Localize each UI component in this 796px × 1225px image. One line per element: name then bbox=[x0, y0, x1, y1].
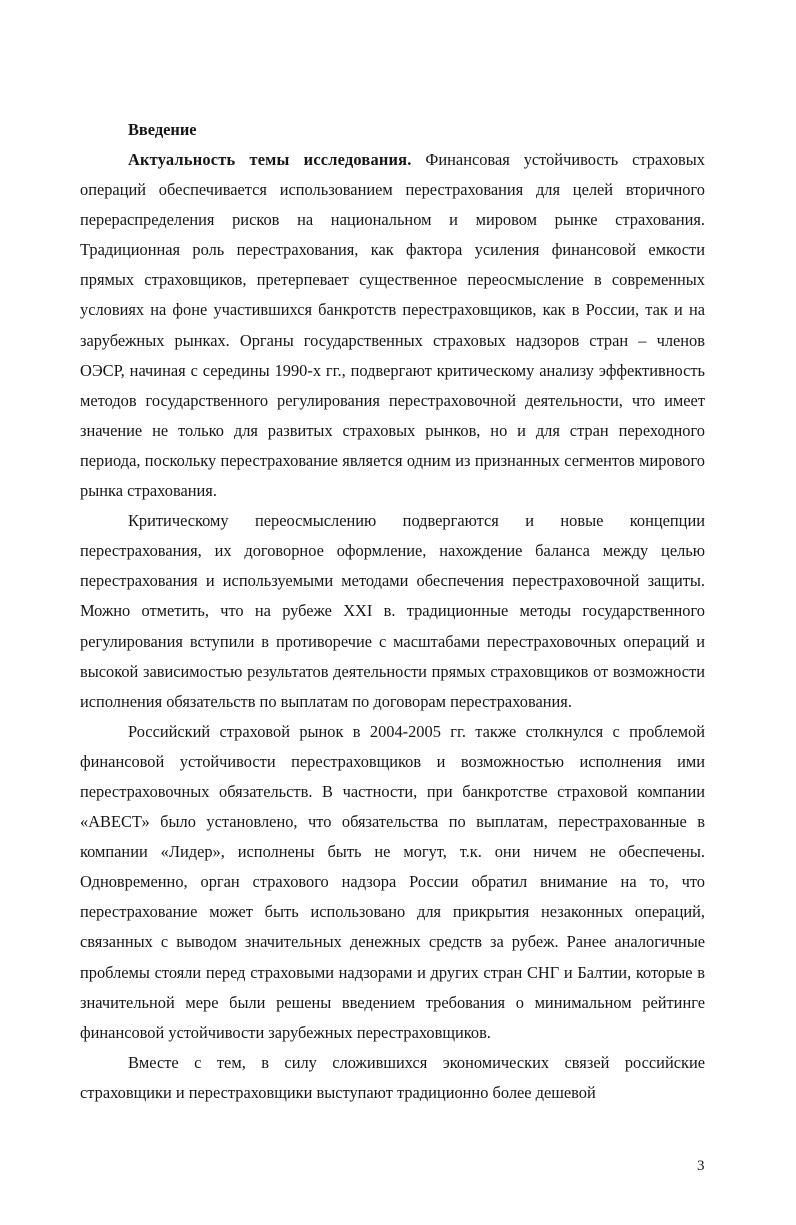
body-text bbox=[80, 115, 705, 1108]
paragraph-text: Финансовая устойчивость страховых операций обеспечивается использованием перестрахования для целей вторичного перераспределения рисков на национальном и мировом рынке страхования. Традиционная роль перестрахования, как фактора усиления финансовой емкости прямых страховщиков, претерпевает существенное переосмысление в современных условиях на фоне участившихся банкротств перестраховщиков, как в России, так и на зарубежных рынках. Органы государственных страховых надзоров стран – членов ОЭСР, начиная с середины 1990-х гг., подвергают критическому анализу эффективность методов государственного регулирования перестраховочной деятельности, что имеет значение не только для развитых страховых рынков, но и для стран переходного периода, поскольку перестрахование является одним из признанных сегментов мирового рынка страхования. bbox=[80, 150, 705, 501]
paragraph-3: Российский страховой рынок в 2004-2005 гг. также столкнулся с проблемой финансовой устойчивости перестраховщиков и возможностью исполнения ими перестраховочных обязательств. В частности, при банкротстве страховой компании «АВЕСТ» было установлено, что обязательства по выплатам, перестрахованные в компании «Лидер», исполнены быть не могут, т.к. они ничем не обеспечены. Одновременно, орган страхового надзора России обратил внимание на то, что перестрахование может быть использовано для прикрытия незаконных операций, связанных с выводом значительных денежных средств за рубеж. Ранее аналогичные проблемы стояли перед страховыми надзорами и других стран СНГ и Балтии, которые в значительной мере были решены введением требования о минимальном рейтинге финансовой устойчивости зарубежных перестраховщиков. bbox=[80, 721, 705, 1042]
paragraph-4: Вместе с тем, в силу сложившихся экономических связей российские страховщики и перестраховщики выступают традиционно более дешевой bbox=[80, 1052, 705, 1102]
section-heading: Введение bbox=[128, 120, 197, 139]
paragraph-lead: Актуальность темы исследования. bbox=[128, 150, 412, 169]
paragraph-1 bbox=[80, 145, 705, 506]
paragraph-2: Критическому переосмыслению подвергаются и новые концепции перестрахования, их договорное оформление, нахождение баланса между целью перестрахования и используемыми методами обеспечения перестраховочной защиты. Можно отметить, что на рубеже XXI в. традиционные методы государственного регулирования вступили в противоречие с масштабами перестраховочных операций и высокой зависимостью результатов деятельности прямых страховщиков от возможности исполнения обязательств по выплатам по договорам перестрахования. bbox=[80, 511, 705, 711]
page-number: 3 bbox=[697, 1158, 705, 1174]
